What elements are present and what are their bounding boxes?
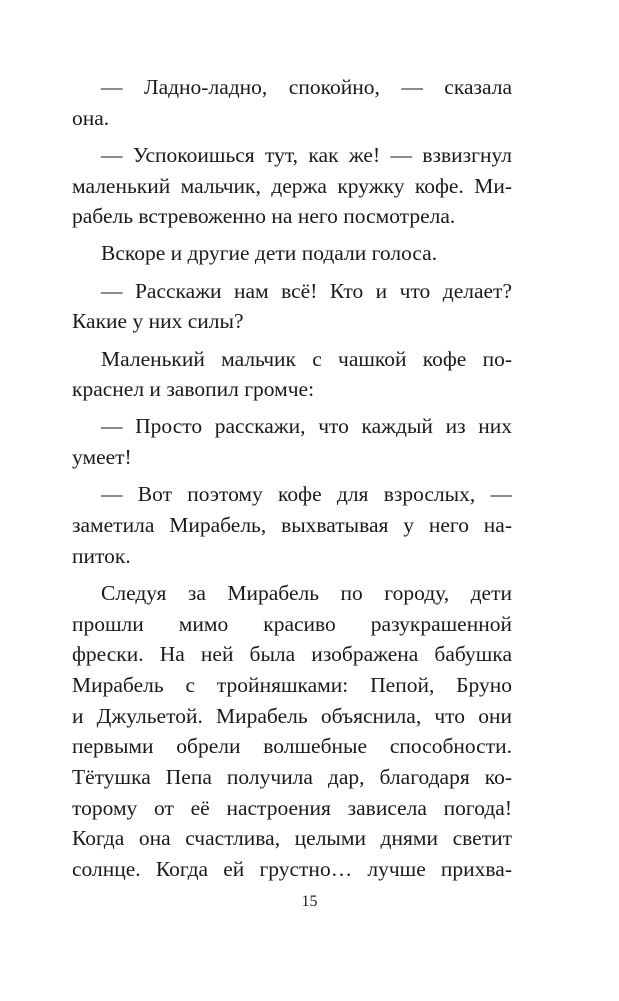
text-line: Следуя за Мирабель по городу, дети: [101, 580, 512, 605]
body-text: [72, 72, 512, 885]
page-number: 15: [301, 893, 318, 910]
text-line: — Ладно-ладно, спокойно, — сказала: [101, 75, 512, 99]
text-line: маленький мальчик, держа кружку кофе. Ми-: [72, 173, 512, 198]
text-line: солнце. Когда ей грустно… лучше прихва-: [72, 857, 512, 881]
text-line: — Расскажи нам всё! Кто и что делает?: [101, 278, 512, 303]
text-line: она.: [72, 105, 110, 130]
text-line: рабель встревоженно на него посмотрела.: [72, 204, 456, 229]
text-line: Маленький мальчик с чашкой кофе по-: [101, 346, 512, 371]
text-line: — Просто расскажи, что каждый из них: [101, 414, 512, 439]
text-line: умеет!: [72, 445, 132, 470]
text-line: торому от её настроения зависела погода!: [72, 795, 512, 820]
text-line: первыми обрели волшебные способности.: [72, 734, 512, 759]
text-line: краснел и завопил громче:: [72, 377, 315, 402]
text-line: фрески. На ней была изображена бабушка: [72, 642, 512, 667]
text-line: заметила Мирабель, выхватывая у него на-: [72, 512, 512, 537]
text-line: Когда она счастлива, целыми днями светит: [72, 826, 512, 851]
text-line: и Джульетой. Мирабель объяснила, что они: [72, 703, 512, 728]
text-line: Тётушка Пепа получила дар, благодаря ко-: [72, 764, 512, 789]
text-line: — Вот поэтому кофе для взрослых, —: [101, 482, 512, 507]
text-line: — Успокоишься тут, как же! — взвизгнул: [101, 142, 512, 167]
text-line: прошли мимо красиво разукрашенной: [72, 611, 512, 636]
text-line: Мирабель с тройняшками: Пепой, Бруно: [72, 672, 512, 697]
text-line: Какие у них силы?: [72, 309, 244, 334]
text-line: питок.: [72, 543, 131, 568]
text-line: Вскоре и другие дети подали голоса.: [101, 241, 438, 266]
